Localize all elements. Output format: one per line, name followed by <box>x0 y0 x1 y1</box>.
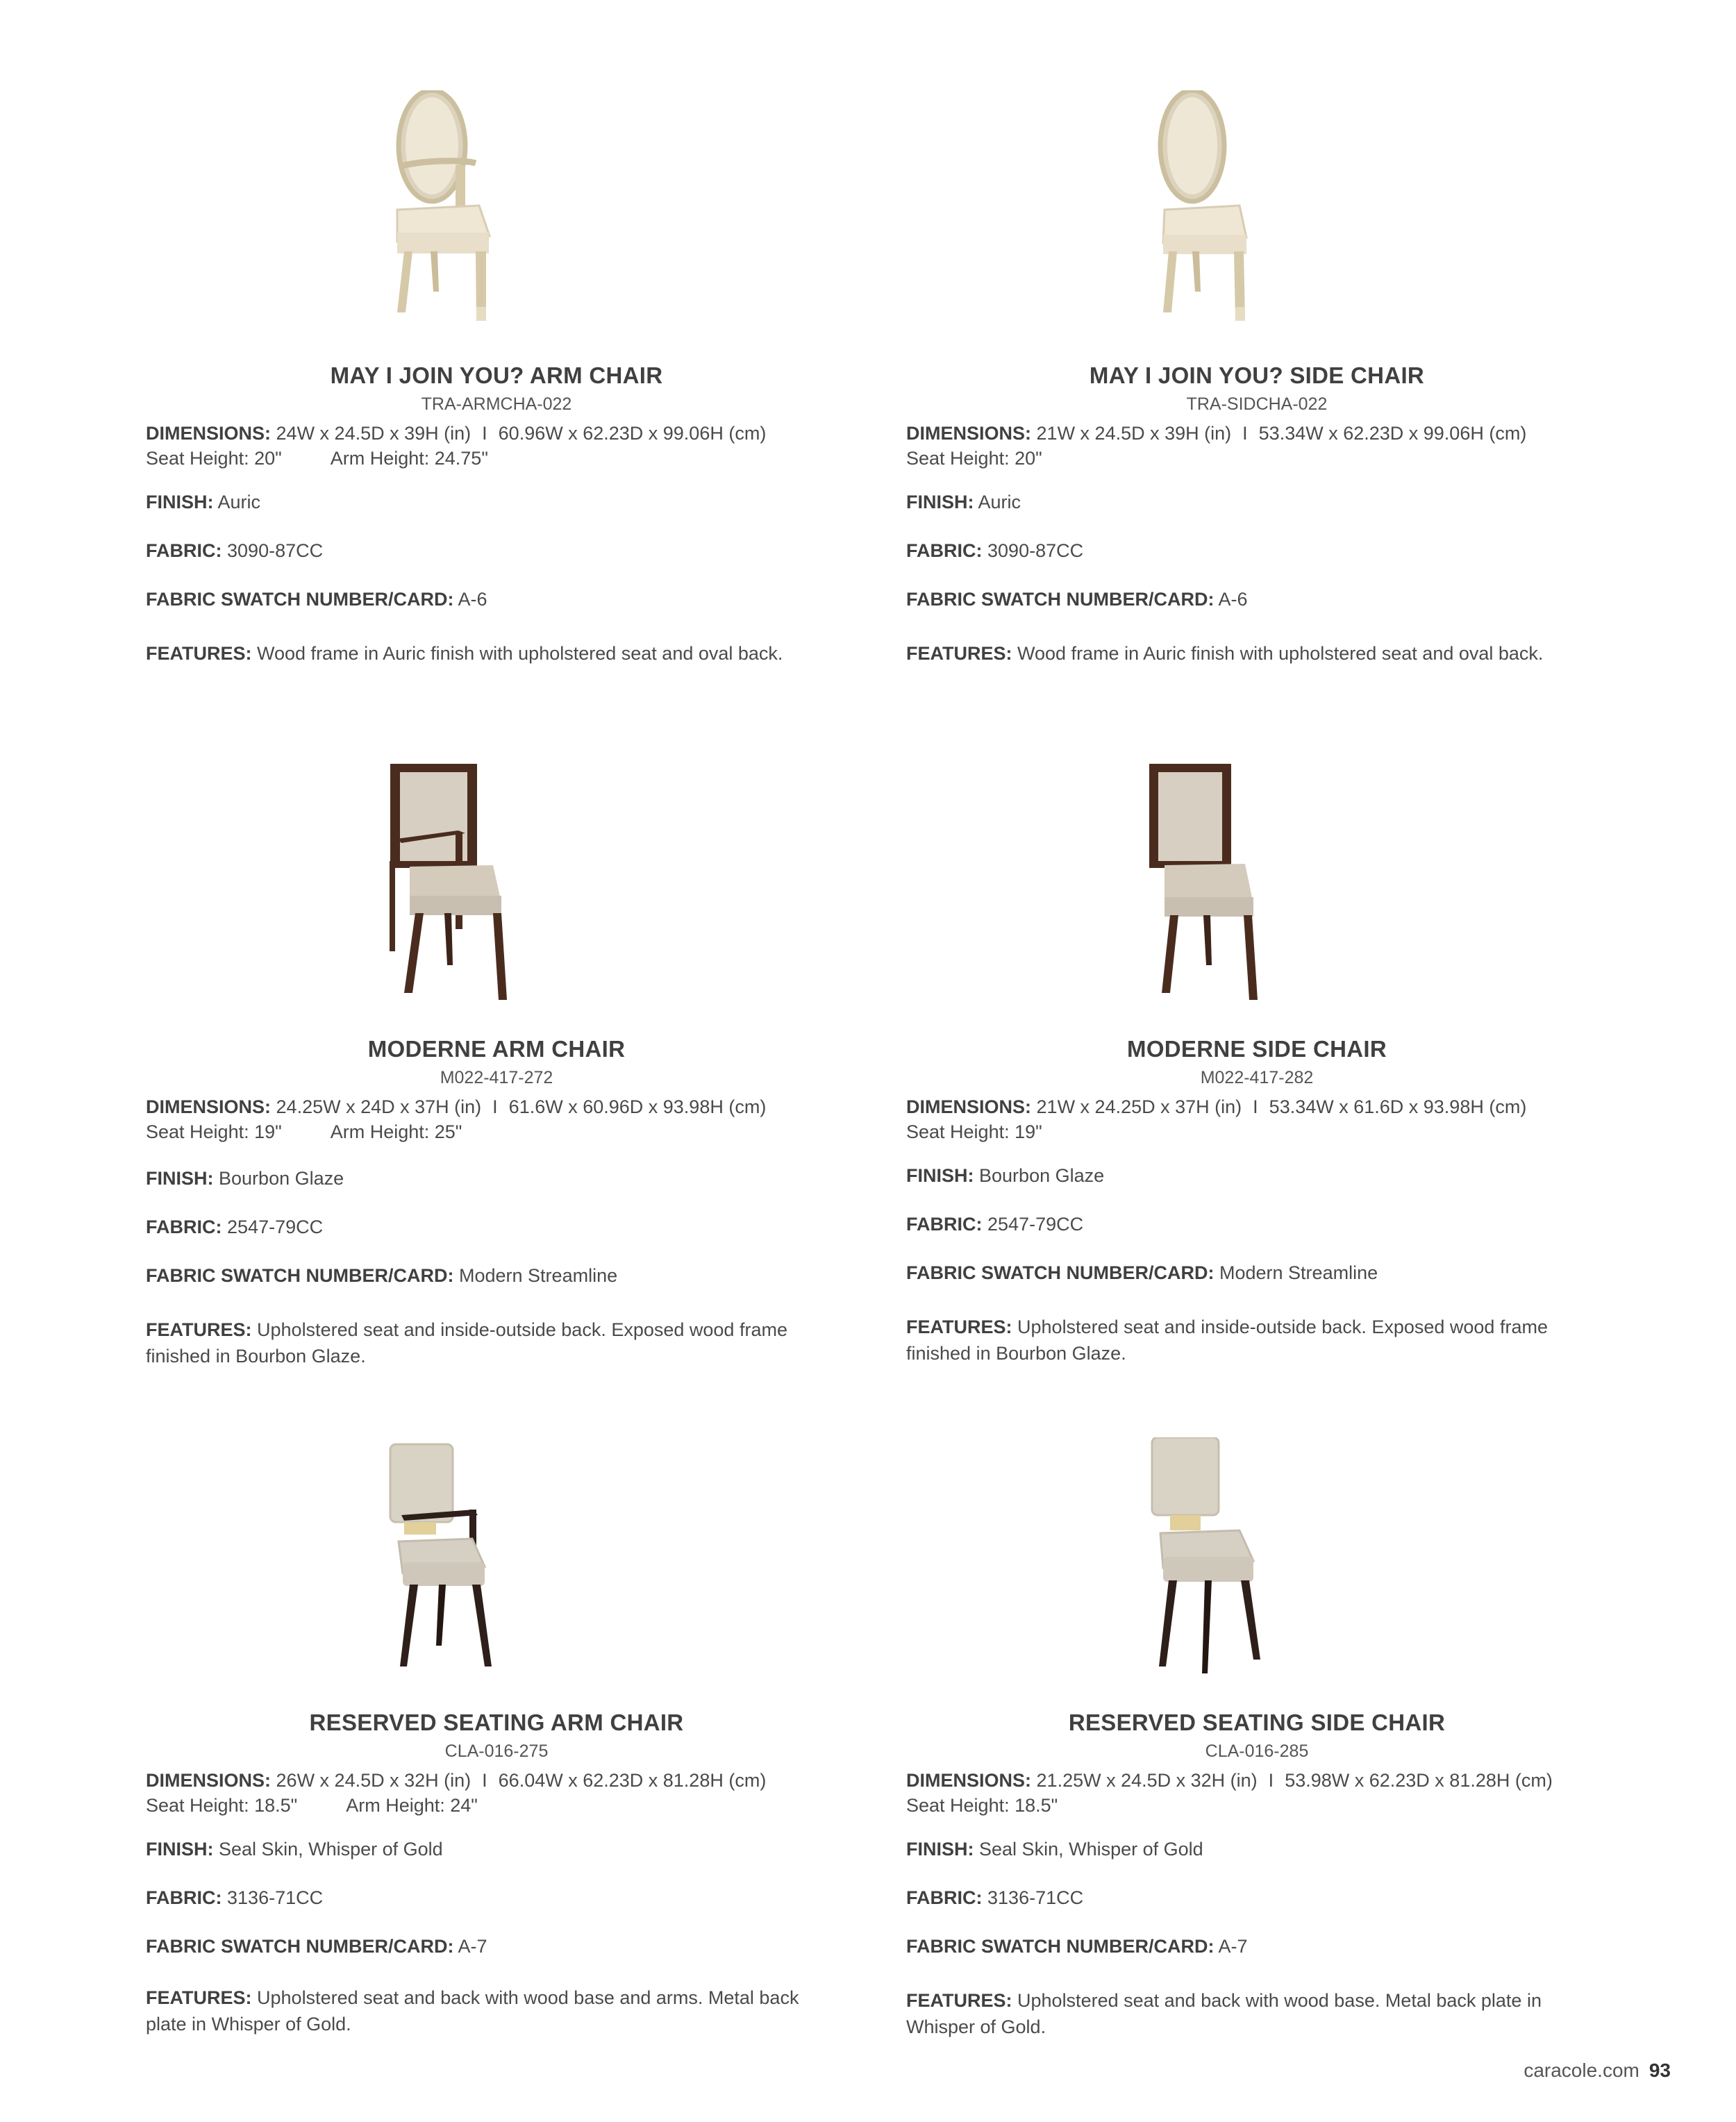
finish-row <box>146 489 260 515</box>
fabric-row <box>146 1885 323 1911</box>
features-row <box>146 1317 847 1369</box>
finish-value: Bourbon Glaze <box>979 1165 1105 1186</box>
dimensions-separator: I <box>482 1770 487 1791</box>
swatch-value: Modern Streamline <box>1219 1262 1378 1283</box>
dimensions-cm: 60.96W x 62.23D x 99.06H (cm) <box>498 423 767 444</box>
swatch-label: FABRIC SWATCH NUMBER/CARD: <box>906 1936 1215 1957</box>
swatch-label: FABRIC SWATCH NUMBER/CARD: <box>906 589 1215 610</box>
finish-value: Seal Skin, Whisper of Gold <box>219 1839 443 1860</box>
fabric-row <box>906 537 1083 564</box>
dimensions-block <box>146 1094 766 1144</box>
features-value: Upholstered seat and back with wood base. Metal back plate in Whisper of Gold. <box>906 1990 1542 2037</box>
finish-label: FINISH: <box>146 1839 214 1860</box>
swatch-row <box>146 1262 617 1289</box>
arm-height: Arm Height: 24.75" <box>330 448 488 469</box>
page-number: 93 <box>1649 2060 1671 2081</box>
features-label: FEATURES: <box>146 1987 252 2008</box>
moderne-side-chair-image <box>906 764 1608 1014</box>
swatch-label: FABRIC SWATCH NUMBER/CARD: <box>146 1936 454 1957</box>
swatch-value: A-6 <box>1218 589 1248 610</box>
dimensions-separator: I <box>482 423 487 444</box>
finish-value: Bourbon Glaze <box>219 1168 344 1189</box>
swatch-value: A-6 <box>458 589 487 610</box>
dimensions-cm: 66.04W x 62.23D x 81.28H (cm) <box>498 1770 767 1791</box>
features-label: FEATURES: <box>906 643 1012 664</box>
dimensions-label: DIMENSIONS: <box>146 1770 272 1791</box>
dimensions-cm: 53.98W x 62.23D x 81.28H (cm) <box>1285 1770 1553 1791</box>
features-row <box>146 640 847 667</box>
fabric-label: FABRIC: <box>146 1887 222 1908</box>
dimensions-in: 26W x 24.5D x 32H (in) <box>276 1770 471 1791</box>
features-row <box>906 640 1608 667</box>
moderne-arm-chair-image <box>146 764 847 1014</box>
features-row <box>906 1987 1573 2040</box>
features-value: Upholstered seat and inside-outside back. Exposed wood frame finished in Bourbon Glaze. <box>906 1317 1548 1364</box>
features-label: FEATURES: <box>906 1317 1012 1337</box>
features-row <box>906 1314 1608 1367</box>
dimensions-separator: I <box>492 1096 498 1117</box>
dimensions-in: 21W x 24.25D x 37H (in) <box>1036 1096 1242 1117</box>
product-sku: M022-417-272 <box>440 1068 553 1087</box>
page-footer <box>1524 2060 1671 2082</box>
product-title: MAY I JOIN YOU? SIDE CHAIR <box>1089 362 1425 388</box>
dimensions-label: DIMENSIONS: <box>906 1096 1032 1117</box>
dimensions-block <box>146 1768 766 1818</box>
product-image <box>906 764 1608 1028</box>
seat-height: Seat Height: 18.5" <box>146 1795 298 1816</box>
product-sku: TRA-SIDCHA-022 <box>1186 394 1328 414</box>
product-title: RESERVED SEATING SIDE CHAIR <box>1068 1710 1446 1735</box>
dimensions-in: 24W x 24.5D x 39H (in) <box>276 423 471 444</box>
product-title: MODERNE ARM CHAIR <box>367 1036 626 1062</box>
finish-label: FINISH: <box>906 492 974 512</box>
finish-value: Auric <box>217 492 261 512</box>
dimensions-block <box>146 421 766 471</box>
dimensions-label: DIMENSIONS: <box>906 423 1032 444</box>
dimensions-block <box>906 1768 1553 1818</box>
swatch-value: A-7 <box>458 1936 487 1957</box>
swatch-row <box>906 1933 1248 1960</box>
swatch-label: FABRIC SWATCH NUMBER/CARD: <box>906 1262 1215 1283</box>
product-sku: CLA-016-285 <box>1205 1741 1309 1761</box>
seat-height: Seat Height: 20" <box>906 448 1042 469</box>
dimensions-label: DIMENSIONS: <box>146 423 272 444</box>
fabric-value: 3136-71CC <box>987 1887 1084 1908</box>
product-title: MAY I JOIN YOU? ARM CHAIR <box>330 362 663 388</box>
finish-row <box>906 1162 1104 1189</box>
dimensions-cm: 53.34W x 62.23D x 99.06H (cm) <box>1258 423 1527 444</box>
swatch-value: Modern Streamline <box>459 1265 618 1286</box>
swatch-label: FABRIC SWATCH NUMBER/CARD: <box>146 1265 454 1286</box>
fabric-label: FABRIC: <box>146 1217 222 1237</box>
fabric-label: FABRIC: <box>906 1887 983 1908</box>
features-label: FEATURES: <box>906 1990 1012 2011</box>
fabric-value: 3090-87CC <box>227 540 324 561</box>
features-value: Upholstered seat and back with wood base and arms. Metal back plate in Whisper of Gold. <box>146 1987 799 2035</box>
features-value: Wood frame in Auric finish with upholstered seat and oval back. <box>257 643 783 664</box>
finish-row <box>146 1165 344 1192</box>
product-sku: TRA-ARMCHA-022 <box>421 394 572 414</box>
finish-label: FINISH: <box>146 492 214 512</box>
product-image <box>906 1437 1608 1701</box>
swatch-row <box>146 1933 487 1960</box>
arm-height: Arm Height: 24" <box>346 1795 478 1816</box>
dimensions-label: DIMENSIONS: <box>906 1770 1032 1791</box>
dimensions-separator: I <box>1268 1770 1274 1791</box>
dimensions-block <box>906 421 1526 471</box>
dimensions-block <box>906 1094 1526 1144</box>
fabric-label: FABRIC: <box>906 540 983 561</box>
arm-height: Arm Height: 25" <box>330 1121 462 1142</box>
seat-height: Seat Height: 19" <box>906 1121 1042 1142</box>
seat-height: Seat Height: 20" <box>146 448 282 469</box>
seat-height: Seat Height: 18.5" <box>906 1795 1058 1816</box>
swatch-row <box>906 586 1248 612</box>
fabric-row <box>146 1214 323 1240</box>
reserved-seating-arm-chair-image <box>146 1437 847 1687</box>
finish-row <box>906 1836 1203 1862</box>
features-value: Wood frame in Auric finish with upholstered seat and oval back. <box>1017 643 1544 664</box>
dimensions-separator: I <box>1242 423 1248 444</box>
fabric-value: 3136-71CC <box>227 1887 324 1908</box>
finish-value: Auric <box>978 492 1021 512</box>
features-label: FEATURES: <box>146 1319 252 1340</box>
finish-row <box>146 1836 443 1862</box>
finish-value: Seal Skin, Whisper of Gold <box>979 1839 1203 1860</box>
finish-row <box>906 489 1021 515</box>
swatch-row <box>146 586 487 612</box>
oval-back-arm-chair-image <box>146 90 847 340</box>
site-link[interactable]: caracole.com <box>1524 2060 1639 2081</box>
fabric-label: FABRIC: <box>906 1214 983 1235</box>
dimensions-cm: 61.6W x 60.96D x 93.98H (cm) <box>508 1096 767 1117</box>
dimensions-label: DIMENSIONS: <box>146 1096 272 1117</box>
fabric-value: 2547-79CC <box>987 1214 1084 1235</box>
product-title: RESERVED SEATING ARM CHAIR <box>309 1710 684 1735</box>
product-title: MODERNE SIDE CHAIR <box>1127 1036 1387 1062</box>
reserved-seating-side-chair-image <box>906 1437 1608 1687</box>
features-label: FEATURES: <box>146 643 252 664</box>
fabric-row <box>906 1211 1083 1237</box>
swatch-label: FABRIC SWATCH NUMBER/CARD: <box>146 589 454 610</box>
fabric-value: 2547-79CC <box>227 1217 324 1237</box>
features-row <box>146 1985 812 2037</box>
dimensions-cm: 53.34W x 61.6D x 93.98H (cm) <box>1269 1096 1527 1117</box>
features-value: Upholstered seat and inside-outside back. Exposed wood frame finished in Bourbon Glaze. <box>146 1319 787 1367</box>
finish-label: FINISH: <box>906 1165 974 1186</box>
dimensions-in: 21W x 24.5D x 39H (in) <box>1036 423 1232 444</box>
seat-height: Seat Height: 19" <box>146 1121 282 1142</box>
product-image <box>146 1437 847 1701</box>
swatch-row <box>906 1260 1378 1286</box>
product-image <box>146 764 847 1028</box>
fabric-row <box>906 1885 1083 1911</box>
oval-back-side-chair-image <box>906 90 1608 340</box>
product-image <box>906 90 1608 354</box>
fabric-row <box>146 537 323 564</box>
product-sku: M022-417-282 <box>1200 1068 1314 1087</box>
fabric-label: FABRIC: <box>146 540 222 561</box>
dimensions-separator: I <box>1253 1096 1258 1117</box>
finish-label: FINISH: <box>146 1168 214 1189</box>
dimensions-in: 21.25W x 24.5D x 32H (in) <box>1036 1770 1258 1791</box>
product-sku: CLA-016-275 <box>444 1741 549 1761</box>
fabric-value: 3090-87CC <box>987 540 1084 561</box>
product-image <box>146 90 847 354</box>
dimensions-in: 24.25W x 24D x 37H (in) <box>276 1096 482 1117</box>
swatch-value: A-7 <box>1218 1936 1248 1957</box>
finish-label: FINISH: <box>906 1839 974 1860</box>
